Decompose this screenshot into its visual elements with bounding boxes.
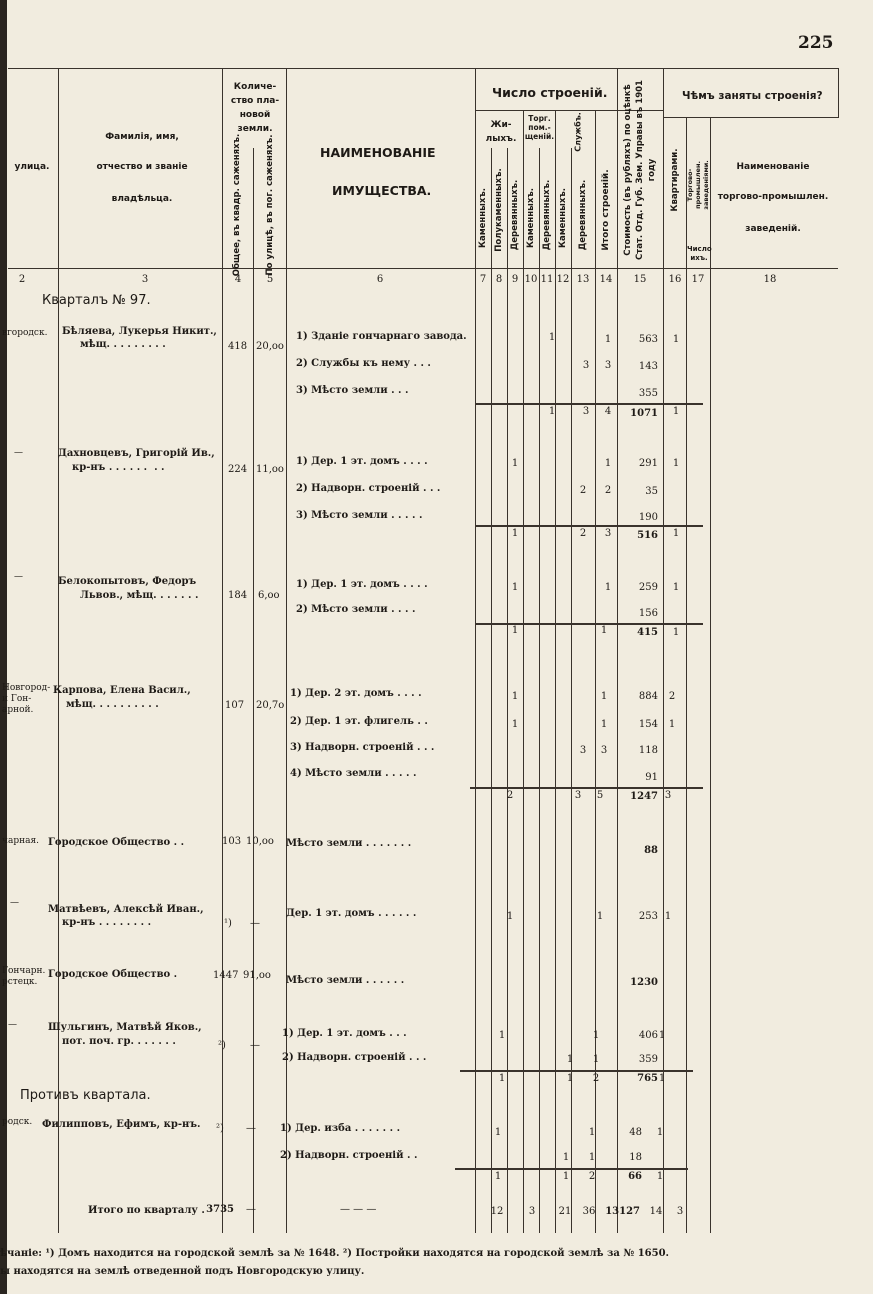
street-name: Новгород- и Гон- арной. bbox=[2, 683, 51, 715]
owner-status: мѣщ. . . . . . . . . bbox=[80, 339, 166, 350]
count-cell: 1 bbox=[548, 332, 556, 343]
value-cell: 154 bbox=[638, 719, 658, 730]
owner-status: Львов., мѣщ. . . . . . . bbox=[80, 590, 199, 601]
value-cell: 88 bbox=[644, 845, 658, 856]
street-name: Гончарн. рстецк. bbox=[2, 966, 46, 987]
count-cell: 1 bbox=[656, 1127, 664, 1138]
land-frontage: — bbox=[246, 1123, 256, 1134]
property-item: 1) Дер. 1 эт. домъ . . . . bbox=[296, 579, 428, 590]
count-cell: 3 bbox=[582, 406, 590, 417]
header-col12: Каменныхъ. bbox=[558, 188, 568, 248]
count-cell: 1 bbox=[672, 582, 680, 593]
count-cell: 1 bbox=[511, 719, 519, 730]
property-item: 2) Надворн. строеній . . . bbox=[282, 1052, 427, 1063]
header-trade-name-line2: торгово-промышлен. bbox=[717, 192, 829, 202]
count-cell: 2 bbox=[579, 528, 587, 539]
header-buildings: Число строеній. bbox=[492, 85, 608, 100]
header-service: Службъ. bbox=[573, 112, 583, 152]
land-area: 418 bbox=[228, 341, 248, 352]
header-land-line2: ство пла- bbox=[230, 96, 280, 106]
count-cell: 1 bbox=[511, 691, 519, 702]
owner-status: кр-нъ . . . . . . . . bbox=[62, 917, 152, 928]
count-cell: 2 bbox=[592, 1073, 600, 1084]
col-number: 6 bbox=[376, 274, 384, 285]
col-divider-area bbox=[253, 148, 254, 1233]
header-trade-name-line3: заведеній. bbox=[745, 224, 801, 234]
count-cell: 2 bbox=[579, 485, 587, 496]
count-cell: 1 bbox=[494, 1127, 502, 1138]
totals-col16: 14 bbox=[649, 1206, 663, 1217]
col-number: 11 bbox=[540, 274, 554, 285]
count-cell: 1 bbox=[672, 627, 680, 638]
section-heading-quarter: Кварталъ № 97. bbox=[42, 293, 151, 308]
owner-name: Белокопытовъ, Федоръ bbox=[58, 576, 197, 587]
property-item: 2) Надворн. строеній . . . bbox=[296, 483, 441, 494]
header-number-line2: ихъ. bbox=[690, 254, 708, 262]
value-cell: 190 bbox=[638, 512, 658, 523]
totals-frontage: — bbox=[246, 1204, 256, 1215]
col-divider-17 bbox=[710, 117, 711, 1233]
col-number: 13 bbox=[576, 274, 590, 285]
col-number: 14 bbox=[599, 274, 613, 285]
col-divider-street bbox=[58, 68, 59, 1233]
value-cell: 406 bbox=[638, 1030, 658, 1041]
property-item: 2) Дер. 1 эт. флигель . . bbox=[290, 716, 428, 727]
land-frontage: 10,оо bbox=[246, 836, 274, 847]
land-area: 1447 bbox=[213, 970, 239, 981]
totals-col10: 3 bbox=[528, 1206, 536, 1217]
count-cell: 1 bbox=[658, 1073, 666, 1084]
col-divider-owner bbox=[222, 68, 223, 1233]
totals-col13: 36 bbox=[582, 1206, 596, 1217]
count-cell: 1 bbox=[668, 719, 676, 730]
count-cell: 1 bbox=[494, 1171, 502, 1182]
value-cell: 48 bbox=[629, 1127, 642, 1138]
totals-col17: 3 bbox=[676, 1206, 684, 1217]
count-cell: 1 bbox=[604, 458, 612, 469]
totals-value: 13127 bbox=[605, 1206, 640, 1217]
col-number: 10 bbox=[524, 274, 538, 285]
footnote-line1: ѣчаніе: ¹) Домъ находится на городской землѣ за № 1648. ²) Постройки находятся на городской землѣ за № 1650. bbox=[0, 1248, 670, 1259]
col-number: 12 bbox=[556, 274, 570, 285]
owner-name: Бѣляева, Лукерья Никит., bbox=[62, 326, 217, 337]
header-number-line1: Число bbox=[687, 245, 712, 253]
count-cell: 1 bbox=[498, 1030, 506, 1041]
property-item: 1) Дер. 2 эт. домъ . . . . bbox=[290, 688, 422, 699]
value-cell: 91 bbox=[645, 772, 658, 783]
count-cell: 1 bbox=[592, 1054, 600, 1065]
header-col13: Деревянныхъ. bbox=[578, 179, 588, 251]
subtotal-rule bbox=[475, 525, 703, 527]
land-area: ²) bbox=[216, 1123, 224, 1134]
count-cell: 1 bbox=[596, 911, 604, 922]
header-col10: Каменныхъ. bbox=[526, 188, 536, 248]
count-cell: 1 bbox=[672, 334, 680, 345]
value-cell: 253 bbox=[638, 911, 658, 922]
value-cell: 563 bbox=[638, 334, 658, 345]
header-owner-line2: отчество и званіе bbox=[96, 162, 188, 172]
property-item: 3) Мѣсто земли . . . . . bbox=[296, 510, 423, 521]
count-cell: 1 bbox=[664, 911, 672, 922]
land-frontage: 20,7о bbox=[256, 700, 285, 711]
count-cell: 3 bbox=[579, 745, 587, 756]
property-item: 1) Дер. изба . . . . . . . bbox=[280, 1123, 401, 1134]
count-cell: 1 bbox=[604, 582, 612, 593]
value-cell: 259 bbox=[638, 582, 658, 593]
owner-status: пот. поч. гр. . . . . . . bbox=[62, 1036, 176, 1047]
owner-status: кр-нъ . . . . . . . . bbox=[72, 462, 165, 473]
land-frontage: — bbox=[250, 918, 260, 929]
street-name: — bbox=[8, 1020, 17, 1030]
totals-col12: 21 bbox=[558, 1206, 572, 1217]
header-bottom-border bbox=[8, 268, 838, 269]
subtotal-value: 415 bbox=[637, 627, 658, 638]
owner-name: Матвѣевъ, Алексѣй Иван., bbox=[48, 904, 204, 915]
header-land-streets: По улицѣ, въ пог. саженяхъ. bbox=[265, 134, 275, 276]
owner-name: Городское Общество . . bbox=[48, 837, 185, 848]
header-col9: Деревянныхъ. bbox=[510, 179, 520, 251]
count-cell: 1 bbox=[506, 911, 514, 922]
street-name: — bbox=[14, 448, 23, 458]
table-top-border bbox=[8, 68, 838, 69]
section-heading-opposite: Противъ квартала. bbox=[20, 1088, 151, 1103]
owner-name: Шульгинъ, Матвѣй Яков., bbox=[48, 1022, 202, 1033]
header-col7: Каменныхъ. bbox=[478, 188, 488, 248]
count-cell: 1 bbox=[656, 1171, 664, 1182]
subtotal-value: 1247 bbox=[630, 791, 658, 802]
subtotal-rule bbox=[475, 623, 703, 625]
totals-col8: 12 bbox=[490, 1206, 504, 1217]
value-cell: 156 bbox=[638, 608, 658, 619]
street-name: — bbox=[10, 898, 19, 908]
owner-name: Филипповъ, Ефимъ, кр-нъ. bbox=[42, 1119, 201, 1130]
value-cell: 35 bbox=[645, 486, 658, 497]
value-cell: 884 bbox=[638, 691, 658, 702]
col-number: 17 bbox=[691, 274, 705, 285]
count-cell: 1 bbox=[562, 1152, 570, 1163]
header-apartments: Квартирами. bbox=[670, 148, 680, 212]
count-cell: 1 bbox=[592, 1030, 600, 1041]
page-number: 225 bbox=[798, 33, 834, 53]
count-cell: 3 bbox=[604, 360, 612, 371]
value-cell: 1230 bbox=[630, 977, 658, 988]
subtotal-value: 516 bbox=[637, 530, 658, 541]
header-col8: Полукаменныхъ. bbox=[494, 168, 504, 252]
count-cell: 1 bbox=[511, 625, 519, 636]
count-cell: 1 bbox=[511, 582, 519, 593]
land-frontage: 20,оо bbox=[256, 341, 284, 352]
property-item: 2) Мѣсто земли . . . . bbox=[296, 604, 416, 615]
totals-property: — — — bbox=[340, 1204, 377, 1215]
count-cell: 1 bbox=[672, 406, 680, 417]
count-cell: 1 bbox=[566, 1054, 574, 1065]
count-cell: 1 bbox=[658, 1030, 666, 1041]
count-cell: 1 bbox=[498, 1073, 506, 1084]
count-cell: 1 bbox=[600, 691, 608, 702]
header-col11: Деревянныхъ. bbox=[542, 179, 552, 251]
land-area: 224 bbox=[228, 464, 248, 475]
col-divider-property bbox=[475, 68, 476, 1233]
col-number: 18 bbox=[763, 274, 777, 285]
count-cell: 1 bbox=[600, 719, 608, 730]
street-name: — bbox=[14, 572, 23, 582]
col-number: 3 bbox=[141, 274, 149, 285]
land-frontage: 11,оо bbox=[256, 464, 284, 475]
header-owner-line3: владѣльца. bbox=[111, 194, 173, 204]
count-cell: 1 bbox=[511, 528, 519, 539]
totals-label: Итого по кварталу . bbox=[88, 1205, 205, 1216]
table-right-border bbox=[838, 68, 839, 118]
count-cell: 4 bbox=[604, 406, 612, 417]
count-cell: 1 bbox=[672, 528, 680, 539]
street-name: родск. bbox=[2, 1117, 33, 1127]
count-cell: 1 bbox=[511, 458, 519, 469]
header-land-line1: Количе- bbox=[233, 82, 277, 92]
value-cell: 118 bbox=[638, 745, 658, 756]
street-name: чарная. bbox=[2, 836, 39, 846]
count-cell: 5 bbox=[596, 790, 604, 801]
property-item: Дер. 1 эт. домъ . . . . . . bbox=[286, 908, 417, 919]
header-land-line3: новой bbox=[239, 110, 271, 120]
header-property-line1: НАИМЕНОВАНІЕ bbox=[320, 145, 436, 160]
header-land-line4: земли. bbox=[237, 124, 273, 134]
col-number: 7 bbox=[479, 274, 487, 285]
page-binding-edge bbox=[0, 0, 7, 1294]
land-frontage: 6,оо bbox=[258, 590, 280, 601]
owner-name: Городское Общество . bbox=[48, 969, 178, 980]
land-area: 107 bbox=[225, 700, 245, 711]
value-cell: 143 bbox=[638, 361, 658, 372]
col-number: 16 bbox=[668, 274, 682, 285]
col-number: 4 bbox=[234, 274, 242, 285]
count-cell: 1 bbox=[588, 1127, 596, 1138]
col-number: 8 bbox=[495, 274, 503, 285]
property-item: 2) Службы къ нему . . . bbox=[296, 358, 431, 369]
header-trade-establishments: Торгово-промышлен. заведеніями. bbox=[686, 160, 710, 210]
header-residential-line2: лыхъ. bbox=[485, 134, 517, 144]
owner-name: Дахновцевъ, Григорій Ив., bbox=[58, 448, 215, 459]
count-cell: 2 bbox=[604, 485, 612, 496]
count-cell: 2 bbox=[668, 691, 676, 702]
footnote-line2: ы находятся на землѣ отведенной подъ Новгородскую улицу. bbox=[0, 1266, 365, 1277]
subtotal-rule bbox=[475, 403, 703, 405]
subtotal-rule bbox=[455, 1168, 688, 1170]
totals-area: 3735 bbox=[206, 1204, 234, 1215]
subtotal-value: 1071 bbox=[630, 408, 658, 419]
count-cell: 1 bbox=[548, 406, 556, 417]
property-item: 3) Надворн. строеній . . . bbox=[290, 742, 435, 753]
subtotal-rule bbox=[470, 787, 703, 789]
land-area: 103 bbox=[222, 836, 242, 847]
occupied-subheader-line bbox=[663, 117, 838, 118]
street-name: вгородск. bbox=[2, 328, 48, 338]
header-property-line2: ИМУЩЕСТВА. bbox=[332, 183, 432, 198]
value-cell: 18 bbox=[629, 1152, 642, 1163]
col-number: 15 bbox=[633, 274, 647, 285]
property-item: 4) Мѣсто земли . . . . . bbox=[290, 768, 417, 779]
subtotal-rule bbox=[460, 1070, 693, 1072]
header-trade-name-line1: Наименованіе bbox=[736, 162, 810, 172]
header-street: улица. bbox=[14, 162, 50, 172]
header-trade-line1: Торг. bbox=[528, 114, 551, 123]
value-cell: 355 bbox=[638, 388, 658, 399]
col-divider-14 bbox=[617, 68, 618, 1233]
col-number: 5 bbox=[266, 274, 274, 285]
header-residential-line1: Жи- bbox=[490, 120, 512, 130]
header-value: Стоимость (въ рубляхъ) по оцѣнкѣ Стат. Отд. Губ. Зем. Управы въ 1901 году bbox=[623, 80, 657, 260]
property-item: 1) Зданіе гончарнаго завода. bbox=[296, 331, 467, 342]
property-item: 1) Дер. 1 эт. домъ . . . bbox=[282, 1028, 407, 1039]
count-cell: 3 bbox=[604, 528, 612, 539]
count-cell: 3 bbox=[574, 790, 582, 801]
count-cell: 1 bbox=[604, 334, 612, 345]
header-land-total: Общее, въ квадр. саженяхъ. bbox=[232, 133, 242, 277]
property-item: 3) Мѣсто земли . . . bbox=[296, 385, 409, 396]
land-area: ¹) bbox=[224, 918, 232, 929]
col-number: 2 bbox=[18, 274, 26, 285]
land-area: ²) bbox=[218, 1040, 226, 1051]
col-divider-15 bbox=[663, 68, 664, 1233]
count-cell: 1 bbox=[600, 625, 608, 636]
count-cell: 3 bbox=[600, 745, 608, 756]
value-cell: 291 bbox=[638, 458, 658, 469]
count-cell: 3 bbox=[582, 360, 590, 371]
count-cell: 2 bbox=[588, 1171, 596, 1182]
header-trade-line2: пом.- bbox=[528, 123, 551, 132]
count-cell: 1 bbox=[588, 1152, 596, 1163]
col-number: 9 bbox=[511, 274, 519, 285]
property-item: Мѣсто земли . . . . . . . bbox=[286, 838, 412, 849]
count-cell: 1 bbox=[672, 458, 680, 469]
count-cell: 3 bbox=[664, 790, 672, 801]
header-owner-line1: Фамилія, имя, bbox=[105, 132, 179, 142]
property-item: 2) Надворн. строеній . . bbox=[280, 1150, 418, 1161]
header-occupied: Чѣмъ заняты строенія? bbox=[682, 90, 823, 102]
subtotal-value: 765 bbox=[637, 1073, 658, 1084]
land-frontage: 91,оо bbox=[243, 970, 271, 981]
land-area: 184 bbox=[228, 590, 248, 601]
col-divider-16 bbox=[686, 117, 687, 1233]
header-col14: Итого строеній. bbox=[601, 169, 611, 251]
owner-status: мѣщ. . . . . . . . . . bbox=[66, 699, 159, 710]
owner-name: Карпова, Елена Васил., bbox=[53, 685, 191, 696]
property-item: Мѣсто земли . . . . . . bbox=[286, 975, 405, 986]
count-cell: 1 bbox=[562, 1171, 570, 1182]
header-trade-line3: щеній. bbox=[524, 132, 555, 141]
count-cell: 1 bbox=[566, 1073, 574, 1084]
land-frontage: — bbox=[250, 1040, 260, 1051]
property-item: 1) Дер. 1 эт. домъ . . . . bbox=[296, 456, 428, 467]
value-cell: 359 bbox=[638, 1054, 658, 1065]
subtotal-value: 66 bbox=[628, 1171, 642, 1182]
count-cell: 2 bbox=[506, 790, 514, 801]
